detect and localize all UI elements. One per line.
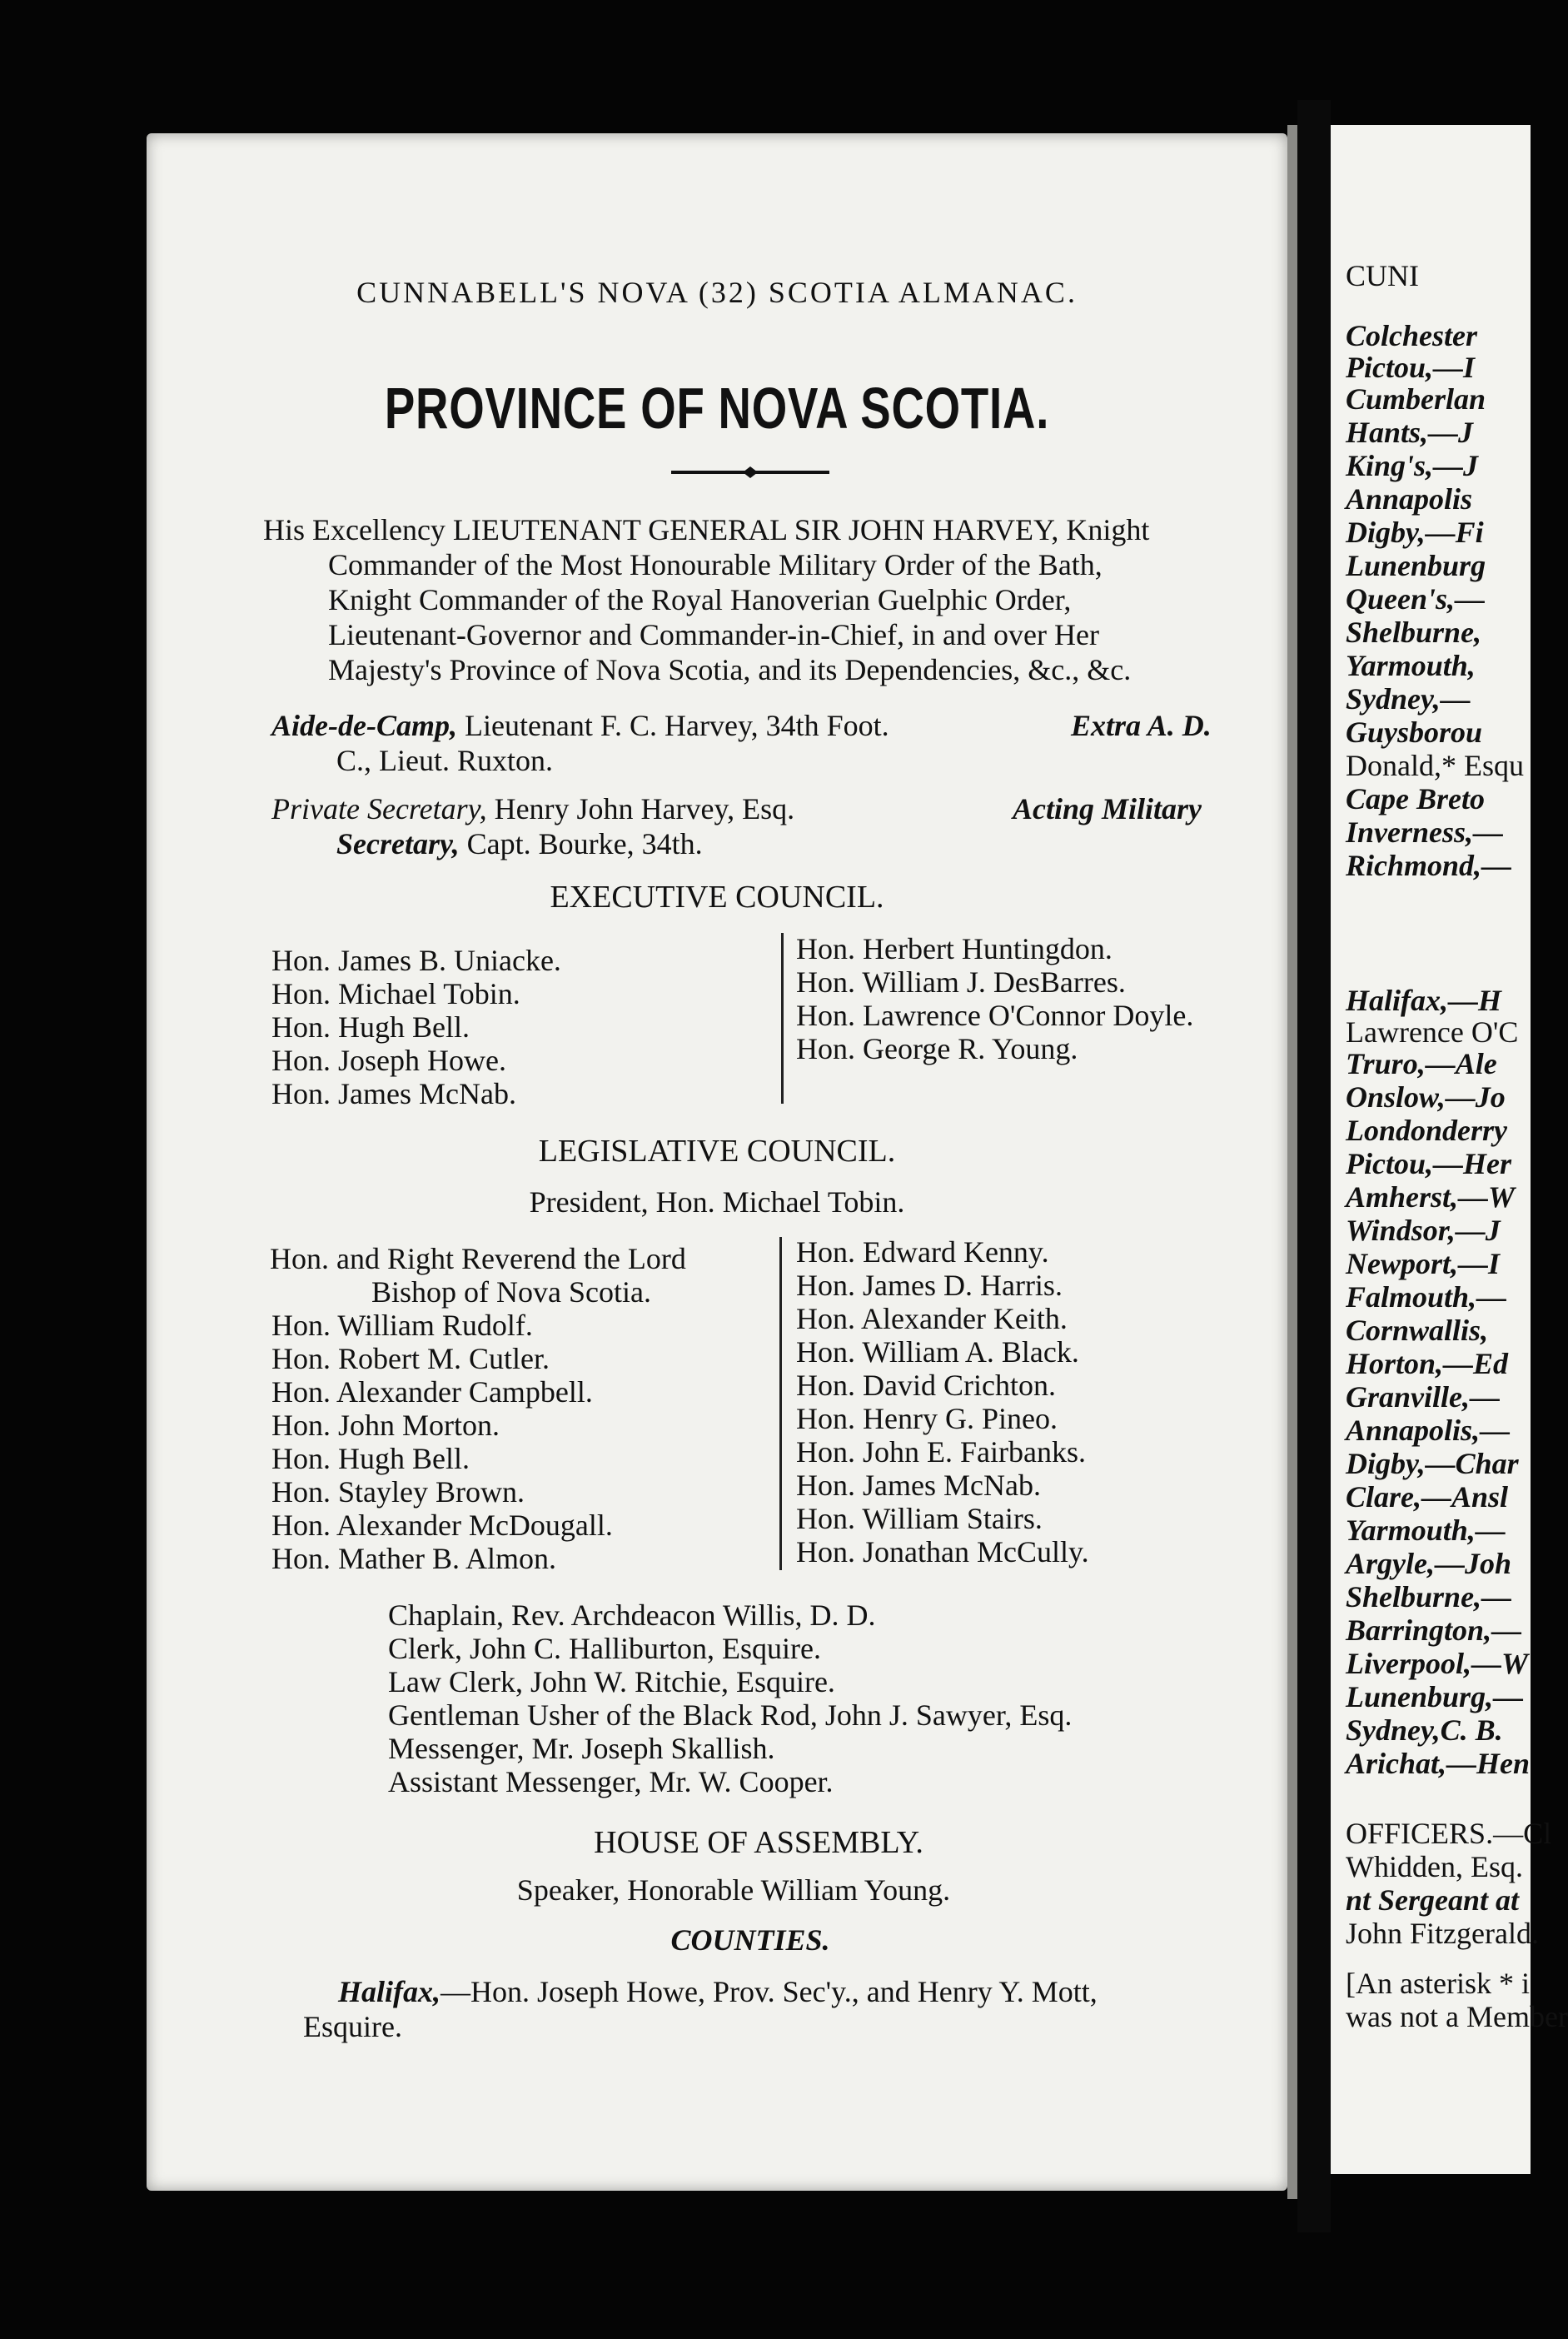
- right-page-line: Digby,—Fi: [1346, 516, 1484, 549]
- right-page-line: Windsor,—J: [1346, 1214, 1501, 1247]
- speaker-line: Speaker, Honorable William Young.: [516, 1873, 951, 1907]
- right-page-line: Amherst,—W: [1346, 1180, 1516, 1214]
- legislative-council-heading: LEGISLATIVE COUNCIL.: [538, 1134, 896, 1169]
- aide-continuation: C., Lieut. Ruxton.: [336, 744, 553, 777]
- right-page-line: Guysborou: [1346, 716, 1483, 749]
- right-page-line: John Fitzgerald.: [1346, 1917, 1539, 1950]
- leg-left-5: Hon. Alexander Campbell.: [271, 1375, 593, 1409]
- leg-right-4: Hon. William A. Black.: [796, 1335, 1079, 1369]
- leg-right-1: Hon. Edward Kenny.: [796, 1235, 1049, 1269]
- officer-clerk: Clerk, John C. Halliburton, Esquire.: [388, 1632, 821, 1665]
- acting-military-label: Acting Military: [1013, 792, 1202, 825]
- secretary-label: Secretary,: [336, 827, 460, 860]
- book-gutter: [1297, 100, 1331, 2232]
- right-page-line: Truro,—Ale: [1346, 1047, 1497, 1080]
- governor-line-5: Majesty's Province of Nova Scotia, and its Dependencies, &c., &c.: [328, 653, 1132, 686]
- right-page-line: Pictou,—Her: [1346, 1147, 1511, 1180]
- leg-left-9: Hon. Alexander McDougall.: [271, 1509, 613, 1542]
- exec-right-2: Hon. William J. DesBarres.: [796, 965, 1126, 999]
- right-page-line: was not a Member: [1346, 2000, 1568, 2033]
- officer-chaplain: Chaplain, Rev. Archdeacon Willis, D. D.: [388, 1598, 876, 1632]
- leg-left-6: Hon. John Morton.: [271, 1409, 500, 1442]
- right-page-line: Newport,—I: [1346, 1247, 1501, 1280]
- private-label: Private Secretary,: [271, 792, 487, 825]
- right-page-line: nt Sergeant at: [1346, 1883, 1520, 1917]
- secretary-line: [336, 826, 703, 861]
- ornament-rule: [671, 466, 829, 478]
- right-page-line: Onslow,—Jo: [1346, 1080, 1506, 1114]
- right-page-line: Colchester: [1346, 319, 1477, 352]
- aide-de-camp-line: [271, 708, 889, 743]
- exec-right-1: Hon. Herbert Huntingdon.: [796, 932, 1113, 965]
- right-page-line: Clare,—Ansl: [1346, 1480, 1509, 1514]
- leg-left-3: Hon. William Rudolf.: [271, 1309, 533, 1342]
- right-page-line: Sydney,—: [1346, 682, 1471, 716]
- right-page-line: Richmond,—: [1346, 849, 1512, 882]
- leg-right-2: Hon. James D. Harris.: [796, 1269, 1063, 1302]
- right-page-line: OFFICERS.—Cl: [1346, 1817, 1552, 1850]
- exec-right-3: Hon. Lawrence O'Connor Doyle.: [796, 999, 1194, 1032]
- aide-text: Lieutenant F. C. Harvey, 34th Foot.: [464, 709, 889, 742]
- leg-left-1: Hon. and Right Reverend the Lord: [270, 1242, 686, 1275]
- exec-left-5: Hon. James McNab.: [271, 1077, 516, 1110]
- officer-messenger: Messenger, Mr. Joseph Skallish.: [388, 1732, 775, 1765]
- right-page-line: Cornwallis,: [1346, 1314, 1489, 1347]
- governor-line-2: Commander of the Most Honourable Military Order of the Bath,: [328, 548, 1103, 581]
- right-page-line: Lunenburg: [1346, 549, 1486, 582]
- leg-left-7: Hon. Hugh Bell.: [271, 1442, 470, 1475]
- right-page-line: Horton,—Ed: [1346, 1347, 1509, 1380]
- halifax-continuation: Esquire.: [303, 2010, 402, 2043]
- page-title: PROVINCE OF NOVA SCOTIA.: [384, 376, 1050, 441]
- right-page-line: Falmouth,—: [1346, 1280, 1507, 1314]
- right-page-line: Hants,—J: [1346, 416, 1474, 449]
- right-page-line: [An asterisk * i: [1346, 1967, 1530, 2000]
- right-page-line: Shelburne,—: [1346, 1580, 1512, 1613]
- right-page-line: Barrington,—: [1346, 1613, 1522, 1647]
- right-page-line: Annapolis: [1346, 482, 1473, 516]
- exec-left-3: Hon. Hugh Bell.: [271, 1010, 470, 1044]
- right-page-line: Argyle,—Joh: [1346, 1547, 1512, 1580]
- right-page-line: Yarmouth,—: [1346, 1514, 1506, 1547]
- right-page-line: CUNI: [1346, 259, 1419, 292]
- exec-left-4: Hon. Joseph Howe.: [271, 1044, 506, 1077]
- column-divider: [779, 1237, 782, 1570]
- right-page-line: Sydney,C. B.: [1346, 1713, 1503, 1747]
- leg-right-6: Hon. Henry G. Pineo.: [796, 1402, 1058, 1435]
- leg-right-7: Hon. John E. Fairbanks.: [796, 1435, 1086, 1469]
- column-divider: [781, 933, 784, 1104]
- house-of-assembly-heading: HOUSE OF ASSEMBLY.: [594, 1825, 923, 1860]
- officer-law-clerk: Law Clerk, John W. Ritchie, Esquire.: [388, 1665, 835, 1698]
- right-page-line: Pictou,—I: [1346, 351, 1476, 384]
- leg-right-9: Hon. William Stairs.: [796, 1502, 1043, 1535]
- halifax-line: [338, 1974, 1098, 2009]
- leg-left-4: Hon. Robert M. Cutler.: [271, 1342, 550, 1375]
- governor-line-3: Knight Commander of the Royal Hanoverian Guelphic Order,: [328, 583, 1072, 616]
- private-text: Henry John Harvey, Esq.: [494, 792, 795, 825]
- right-page-line: Arichat,—Hen: [1346, 1747, 1531, 1780]
- private-secretary-line: [271, 791, 794, 826]
- halifax-text: —Hon. Joseph Howe, Prov. Sec'y., and Henry Y. Mott,: [441, 1975, 1098, 2008]
- running-header: CUNNABELL'S NOVA (32) SCOTIA ALMANAC.: [356, 276, 1078, 309]
- right-page-line: Inverness,—: [1346, 815, 1504, 849]
- leg-left-10: Hon. Mather B. Almon.: [271, 1542, 556, 1575]
- aide-label: Aide-de-Camp,: [271, 709, 457, 742]
- officer-usher: Gentleman Usher of the Black Rod, John J. Sawyer, Esq.: [388, 1698, 1073, 1732]
- exec-left-1: Hon. James B. Uniacke.: [271, 944, 561, 977]
- right-page-line: Granville,—: [1346, 1380, 1500, 1414]
- secretary-text: Capt. Bourke, 34th.: [466, 827, 703, 860]
- right-page-line: Whidden, Esq.: [1346, 1850, 1523, 1883]
- right-page-line: Yarmouth,: [1346, 649, 1476, 682]
- exec-left-2: Hon. Michael Tobin.: [271, 977, 520, 1010]
- right-page-line: King's,—J: [1346, 449, 1479, 482]
- right-page-line: Annapolis,—: [1346, 1414, 1511, 1447]
- counties-heading: COUNTIES.: [670, 1923, 830, 1957]
- right-page-line: Donald,* Esqu: [1346, 749, 1524, 782]
- exec-right-4: Hon. George R. Young.: [796, 1032, 1078, 1065]
- right-page-line: Queen's,—: [1346, 582, 1486, 616]
- governor-line-4: Lieutenant-Governor and Commander-in-Chief, in and over Her: [328, 618, 1099, 651]
- left-page: [147, 133, 1287, 2191]
- leg-right-8: Hon. James McNab.: [796, 1469, 1041, 1502]
- right-page-line: Cape Breto: [1346, 782, 1485, 815]
- president-line: President, Hon. Michael Tobin.: [529, 1185, 905, 1219]
- executive-council-heading: EXECUTIVE COUNCIL.: [550, 880, 884, 915]
- leg-right-10: Hon. Jonathan McCully.: [796, 1535, 1089, 1568]
- right-page-line: Halifax,—H: [1346, 984, 1501, 1017]
- leg-left-2: Bishop of Nova Scotia.: [371, 1275, 651, 1309]
- governor-line-1: His Excellency LIEUTENANT GENERAL SIR JOHN HARVEY, Knight: [263, 513, 1150, 546]
- extra-aide-label: Extra A. D.: [1071, 709, 1212, 742]
- leg-right-5: Hon. David Crichton.: [796, 1369, 1056, 1402]
- right-page-line: Lunenburg,—: [1346, 1680, 1524, 1713]
- halifax-label: Halifax,: [338, 1975, 441, 2008]
- right-page-line: Shelburne,: [1346, 616, 1482, 649]
- right-page-line: Liverpool,—W: [1346, 1647, 1528, 1680]
- leg-left-8: Hon. Stayley Brown.: [271, 1475, 525, 1509]
- leg-right-3: Hon. Alexander Keith.: [796, 1302, 1068, 1335]
- officer-assistant-messenger: Assistant Messenger, Mr. W. Cooper.: [388, 1765, 834, 1798]
- right-page-fragment: [1331, 125, 1568, 2174]
- right-page-line: Cumberlan: [1346, 382, 1486, 416]
- right-page-line: Digby,—Char: [1346, 1447, 1519, 1480]
- right-page-line: Londonderry: [1346, 1114, 1508, 1147]
- right-page-line: Lawrence O'C: [1346, 1015, 1519, 1049]
